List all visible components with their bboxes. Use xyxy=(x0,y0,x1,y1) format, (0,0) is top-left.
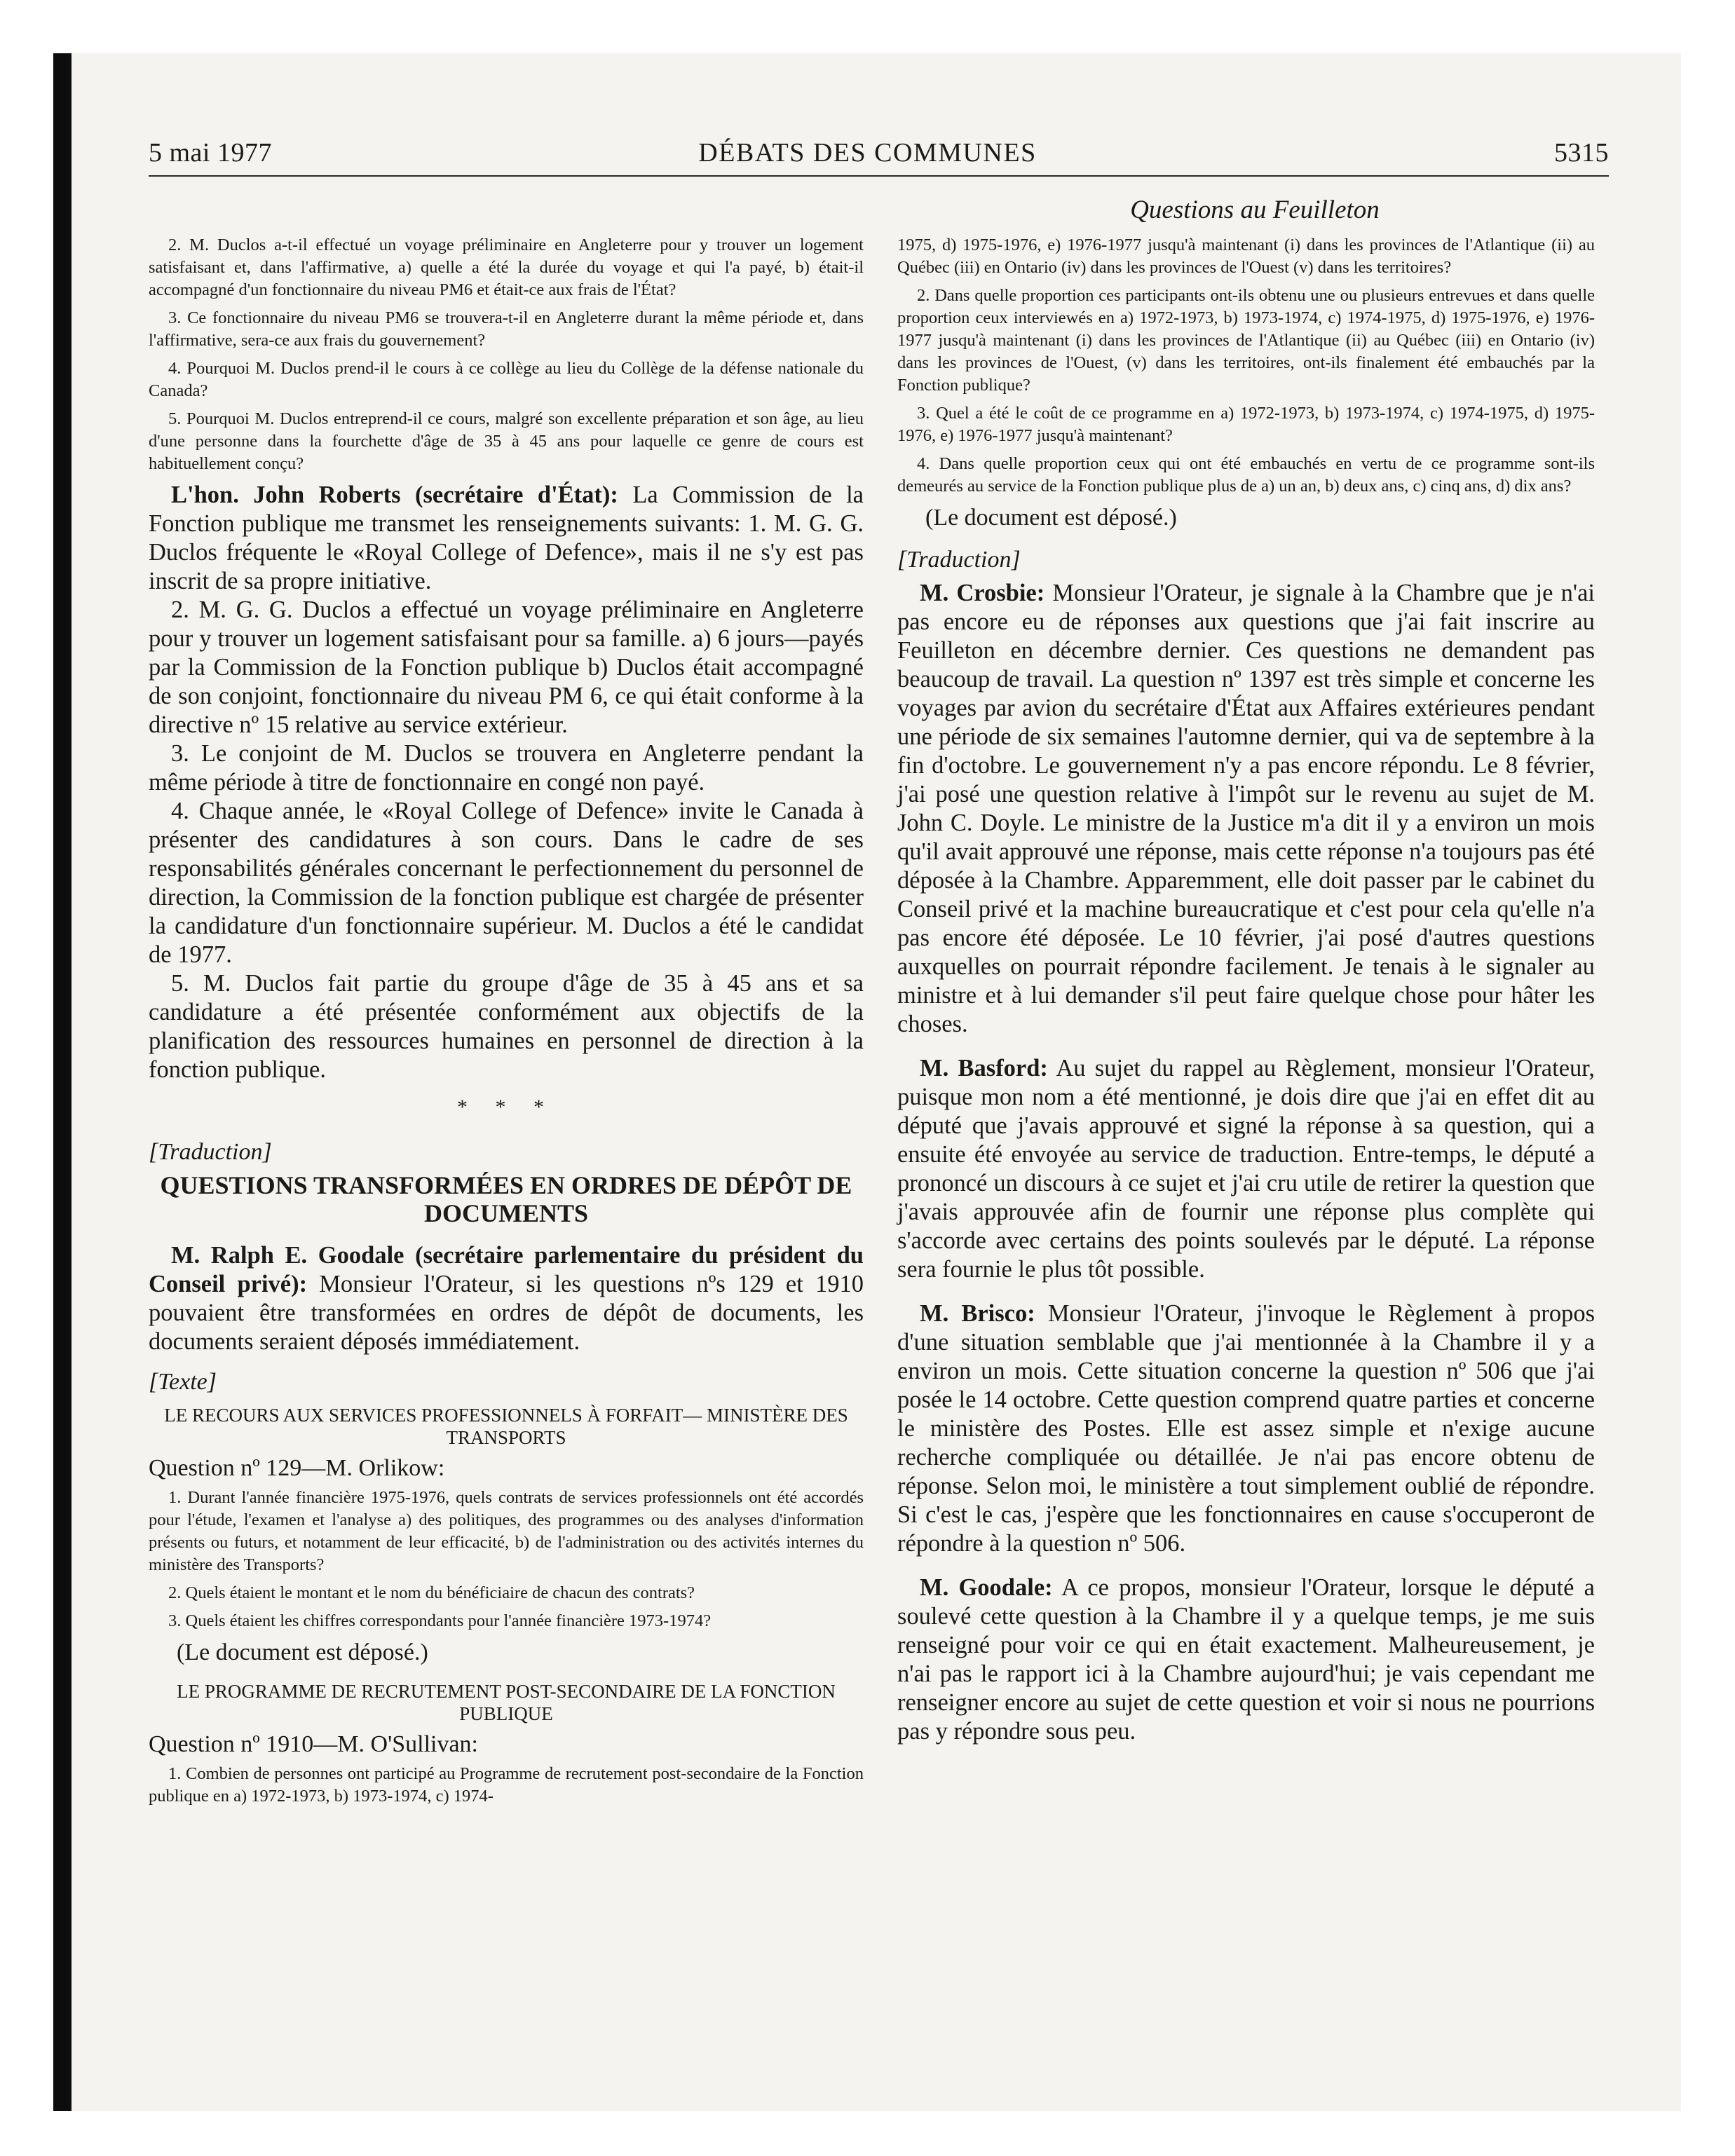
brisco-text: Monsieur l'Orateur, j'invoque le Règlement à propos d'une situation semblable que j'ai mentionnée à la Chambre il y a environ un mois. Cette situation concerne la question nº 506 que j'ai posée le 14 octobre. Cette question comprend quatre parties et concerne le ministère des Postes. Elle est assez simple et n'exige aucune recherche compliquée ou détaillée. Je n'ai pas encore obtenu de réponse. Selon moi, le ministère a tout simplement oublié de répondre. Si c'est le cas, j'espère que les fonctionnaires en cause s'occuperont de répondre à la question nº 506. xyxy=(897,1300,1595,1557)
speaker-brisco: M. Brisco: xyxy=(920,1300,1035,1327)
header-date: 5 mai 1977 xyxy=(149,138,272,168)
question-129-part-3: 3. Quels étaient les chiffres correspondants pour l'année financière 1973-1974? xyxy=(168,1611,712,1630)
goodale-reply-text: A ce propos, monsieur l'Orateur, lorsque le député a soulevé cette question à la Chambre il y a quelque temps, je me suis renseigné pour voir ce qui en était exactement. Malheureusement, je n'ai pas le rapport ici à la Chambre aujourd'hui; je vais cependant me renseigner encore au sujet de cette question et voir si nous ne pourrions pas y répondre sous peu. xyxy=(897,1574,1595,1745)
question-1910-part-2: 2. Dans quelle proportion ces participants ont-ils obtenu une ou plusieurs entrevues et dans quelle proportion ceux interviewés en a) 1972-1973, b) 1973-1974, c) 1974-1975, d) 1975-1976, e) 1976-1977 jusqu'à maintenant (i) dans les provinces de l'Atlantique (ii) au Québec (iii) en Ontario (iv) dans les provinces de l'Ouest, (v) dans les territoires, ont-ils finalement été embauchés par la Fonction publique? xyxy=(897,286,1595,395)
question-129-title xyxy=(149,1454,864,1482)
speaker-roberts: L'hon. John Roberts (secrétaire d'État): xyxy=(171,482,618,508)
answer-2: 2. M. G. G. Duclos a effectué un voyage préliminaire en Angleterre pour y trouver un logement satisfaisant pour sa famille. a) 6 jours—payés par la Commission de la Fonction publique b) Duclos était accompagné de son conjoint, fonctionnaire du niveau PM 6, ce qui était conforme à la directive nº 15 relative au service extérieur. xyxy=(149,596,864,738)
question-129-part-2: 2. Quels étaient le montant et le nom du bénéficiaire de chacun des contrats? xyxy=(168,1583,695,1602)
page-number: 5315 xyxy=(1554,138,1609,168)
answer-3: 3. Le conjoint de M. Duclos se trouvera en Angleterre pendant la même période à titre de fonctionnaire en congé non payé. xyxy=(149,740,864,796)
subheading-recruitment: LE PROGRAMME DE RECRUTEMENT POST-SECONDAIRE DE LA FONCTION PUBLIQUE xyxy=(177,1681,836,1724)
page-edge-shadow xyxy=(53,53,72,2111)
section-heading: QUESTIONS TRANSFORMÉES EN ORDRES DE DÉPÔT DE DOCUMENTS xyxy=(160,1171,852,1227)
goodale-text: Monsieur l'Orateur, si les questions nºs 129 et 1910 pouvaient être transformées en ordres de dépôt de documents, les documents seraient déposés immédiatement. xyxy=(149,1271,864,1355)
question-129-label: Question nº 129—M. Orlikow: xyxy=(149,1455,445,1481)
question-1910-part-4: 4. Dans quelle proportion ceux qui ont été embauchés en vertu de ce programme sont-ils demeurés au service de la Fonction publique plus de a) un an, b) deux ans, c) cinq ans, d) dix ans? xyxy=(897,454,1595,496)
question-1910-part-1: 1. Combien de personnes ont participé au Programme de recrutement post-secondaire de la Fonction publique en a) 1972-1973, b) 1973-1974, c) 1974- xyxy=(149,1764,864,1806)
question-1910-title: Question nº 1910—M. O'Sullivan: xyxy=(149,1731,479,1757)
basford-statement xyxy=(897,1054,1595,1284)
question-5: 5. Pourquoi M. Duclos entreprend-il ce cours, malgré son excellente préparation et son âge, au lieu d'une personne dans la fourchette d'âge de 35 à 45 ans pour laquelle ce genre de cours est habituellement conçu? xyxy=(149,409,864,473)
question-1910-continued: 1975, d) 1975-1976, e) 1976-1977 jusqu'à maintenant (i) dans les provinces de l'Atlantique (ii) au Québec (iii) en Ontario (iv) dans les provinces de l'Ouest (v) dans les territoires? xyxy=(897,236,1595,277)
goodale-statement xyxy=(149,1241,864,1356)
section-separator: * * * xyxy=(457,1096,555,1119)
header-rule xyxy=(149,175,1609,177)
roberts-reply xyxy=(149,481,864,596)
question-1910-part-3: 3. Quel a été le coût de ce programme en a) 1972-1973, b) 1973-1974, c) 1974-1975, d) 1975-1976, e) 1976-1977 jusqu'à maintenant? xyxy=(897,404,1595,445)
basford-text: Au sujet du rappel au Règlement, monsieur l'Orateur, puisque mon nom a été mentionné, je dois dire que j'ai en effet dit au député que j'avais approuvé et signé la réponse à sa question, qui a ensuite été envoyée au service de traduction. Entre-temps, le député a prononcé un discours à ce sujet et j'ai cru utile de retirer la question que j'avais approuvée afin de fournir une réponse plus complète qui s'accorde avec certains des points soulevés par le député. La réponse sera fournie le plus tôt possible. xyxy=(897,1055,1595,1283)
subheading-services: LE RECOURS AUX SERVICES PROFESSIONNELS À FORFAIT— MINISTÈRE DES TRANSPORTS xyxy=(164,1405,848,1448)
crosbie-text: Monsieur l'Orateur, je signale à la Chambre que je n'ai pas encore eu de réponses aux questions que j'ai fait inscrire au Feuilleton en décembre dernier. Ces questions ne demandent pas beaucoup de travail. La question nº 1397 est très simple et concerne les voyages par avion du secrétaire d'État aux Affaires extérieures pendant une période de six semaines l'automne dernier, qui va de septembre à la fin d'octobre. Le gouvernement n'y a pas encore répondu. Le 8 février, j'ai posé une question relative à l'impôt sur le revenu au sujet de M. John C. Doyle. Le ministre de la Justice m'a dit il y a environ un mois qu'il avait approuvé une réponse, mais cette réponse n'a toujours pas été déposée à la Chambre. Apparemment, elle doit passer par le cabinet du Conseil privé et la machine bureaucratique et c'est pour cela qu'elle n'a pas encore été déposée. Le 10 février, j'ai posé d'autres questions auxquelles on pourrait répondre facilement. Je tenais à le signaler au ministre et à lui demander s'il peut faire quelque chose pour hâter les choses. xyxy=(897,580,1595,1037)
header-title: DÉBATS DES COMMUNES xyxy=(698,138,1037,168)
question-3: 3. Ce fonctionnaire du niveau PM6 se trouvera-t-il en Angleterre durant la même période et, dans l'affirmative, sera-ce aux frais du gouvernement? xyxy=(149,308,864,350)
speaker-goodale: M. Ralph E. Goodale (secrétaire parlementaire du président du Conseil privé): xyxy=(149,1242,864,1297)
brisco-statement xyxy=(897,1299,1595,1558)
answer-5: 5. M. Duclos fait partie du groupe d'âge de 35 à 45 ans et sa candidature a été présentée conformément aux objectifs de la planification des ressources humaines en personnel de direction à la fonction publique. xyxy=(149,970,864,1083)
crosbie-statement xyxy=(897,579,1595,1039)
document-deposited-2: (Le document est déposé.) xyxy=(925,505,1177,531)
document-deposited: (Le document est déposé.) xyxy=(177,1639,428,1665)
roberts-text: La Commission de la Fonction publique me transmet les renseignements suivants: 1. M. G. G. Duclos fréquente le «Royal College of Defence», mais il ne s'y est pas inscrit de sa propre initiative. xyxy=(149,482,864,594)
left-column xyxy=(149,234,864,1813)
right-column xyxy=(897,234,1595,1746)
answer-4: 4. Chaque année, le «Royal College of Defence» invite le Canada à présenter des candidatures à son cours. Dans le cadre de ses responsabilités générales concernant le perfectionnement du personnel de direction, la Commission de la fonction publique est chargée de présenter la candidature d'un fonctionnaire supérieur. M. Duclos a été le candidat de 1977. xyxy=(149,798,864,968)
question-4: 4. Pourquoi M. Duclos prend-il le cours à ce collège au lieu du Collège de la défense nationale du Canada? xyxy=(149,359,864,400)
speaker-goodale-2: M. Goodale: xyxy=(920,1574,1053,1601)
traduction-tag-2: [Traduction] xyxy=(897,547,1021,573)
goodale-reply xyxy=(897,1574,1595,1746)
question-129-part-1: 1. Durant l'année financière 1975-1976, quels contrats de services professionnels ont été accordés pour l'étude, l'examen et l'analyse a) des politiques, des programmes ou des analyses d'information présents ou futurs, et notamment de leur efficacité, b) de l'administration ou des activités internes du ministère des Transports? xyxy=(149,1488,864,1574)
texte-tag: [Texte] xyxy=(149,1369,217,1395)
section-title: Questions au Feuilleton xyxy=(1130,196,1380,224)
speaker-basford: M. Basford: xyxy=(920,1055,1048,1082)
question-2: 2. M. Duclos a-t-il effectué un voyage préliminaire en Angleterre pour y trouver un logement satisfaisant et, dans l'affirmative, a) quelle a été la durée du voyage et qui l'a payé, b) était-il accompagné d'un fonctionnaire du niveau PM6 et était-ce aux frais de l'État? xyxy=(149,236,864,299)
speaker-crosbie: M. Crosbie: xyxy=(920,580,1045,606)
traduction-tag: [Traduction] xyxy=(149,1139,272,1165)
